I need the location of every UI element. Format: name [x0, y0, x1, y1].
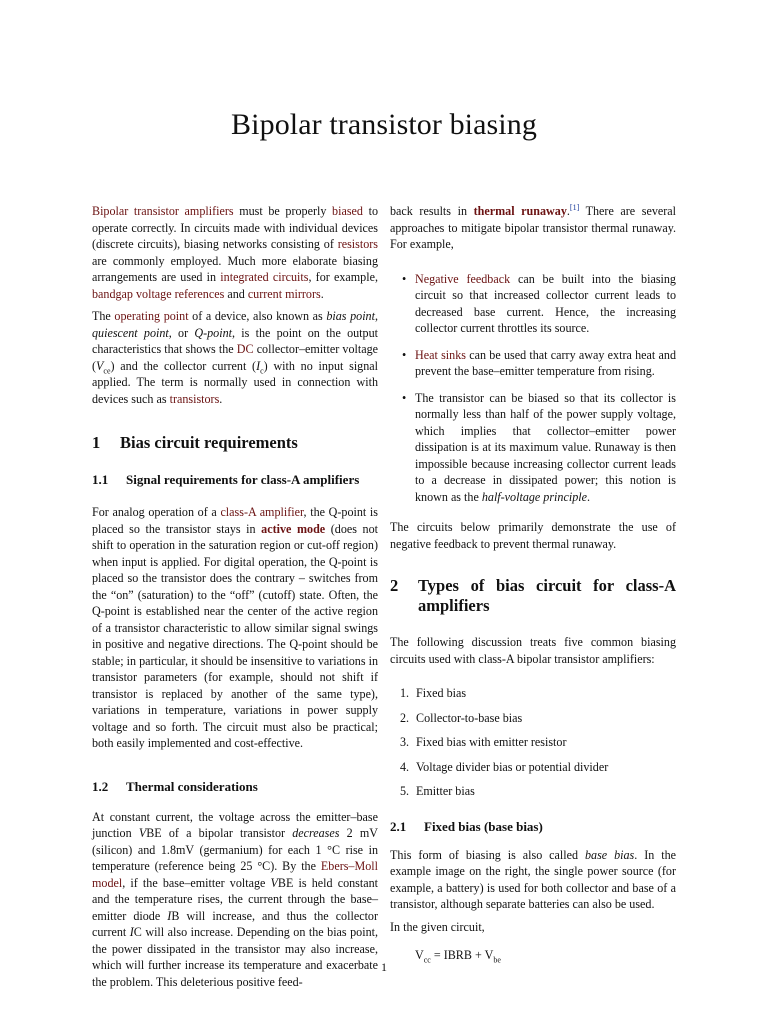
bias-types-list [390, 685, 676, 808]
list-item: 2. Collector-to-base bias [400, 710, 523, 725]
section-heading-types-of-bias-circuit: 2 Types of bias circuit for class-A amplifiers [390, 576, 676, 615]
list-item: 4. Voltage divider bias or potential divider [400, 759, 609, 774]
link-negative-feedback[interactable]: Negative feedback [415, 271, 511, 286]
link-bipolar-transistor-amplifiers[interactable]: Bipolar transistor amplifiers [92, 204, 234, 218]
bullet-icon: • [402, 347, 407, 362]
given-circuit-paragraph: In the given circuit, [390, 919, 485, 934]
page-title: Bipolar transistor biasing [231, 108, 537, 141]
bullet-icon: • [402, 390, 407, 405]
intro-paragraph: Bipolar transistor amplifiers must be properly biased to operate correctly. In circuits made with individual devices (discrete circuits), biasing networks consisting of resistors are commonly employed. Much more elaborate biasing arrangements are used in integrated circuits, for example, bandgap voltage references and current mirrors. [92, 204, 378, 301]
mitigation-list [390, 271, 676, 506]
link-operating-point[interactable]: operating point [114, 309, 189, 323]
link-ebers-moll-model[interactable]: Ebers–Moll model [92, 859, 378, 890]
subsection-heading-signal-requirements: 1.1 Signal requirements for class-A amplifiers [92, 472, 360, 487]
link-heat-sinks[interactable]: Heat sinks [415, 347, 466, 362]
link-dc[interactable]: DC [236, 342, 254, 356]
list-item: 3. Fixed bias with emitter resistor [400, 735, 567, 749]
list-item: 1. Fixed bias [400, 686, 467, 700]
subsection-heading-thermal-considerations: 1.2 Thermal considerations [92, 778, 258, 794]
link-current-mirrors[interactable]: current mirrors [247, 286, 321, 301]
fixed-bias-paragraph: This form of biasing is also called base bias. In the example image on the right, the single power source (for example, a battery) is used for both collector and base of a transistor, although separate batteries can also be used. [390, 847, 676, 911]
link-bandgap-voltage-references[interactable]: bandgap voltage references [92, 286, 225, 301]
signal-requirements-paragraph: For analog operation of a class-A amplifier, the Q-point is placed so the transistor stays in active mode (does not shift to operation in the saturation region or cut-off region) when input is applied. For digital operation, the Q-point is placed so the transistor does the contrary – switches from the “on” (saturation) to the “off” (cutoff) state. Often, the Q-point is established near the center of the active region of a transistor characteristic to allow similar signal swings in positive and negative directions. The Q-point should be stable; in particular, it should be insensitive to variations in transistor parameters (for example, should not shift if transistor is replaced by another of the same type), variations in temperature, variations in power supply voltage and so forth. The circuit must also be practical; both easily implemented and cost-effective. [92, 505, 378, 750]
list-item: 5. Emitter bias [400, 784, 475, 798]
list-item: • The transistor can be biased so that its collector is normally less than half of the power supply voltage, which implies that collector–emitter power dissipation is at its maximum value. Runaway is then impossible because increasing collector current leads to a decrease in dissipated power; this notion is known as the half-voltage principle. [402, 390, 676, 504]
link-class-a-amplifier[interactable]: class-A amplifier [220, 505, 304, 519]
thermal-runaway-paragraph: back results in thermal runaway.[1] There are several approaches to mitigate bipolar transistor thermal runaway. For example, [390, 202, 677, 251]
operating-point-paragraph: The operating point of a device, also known as bias point, quiescent point, or Q-point, is the point on the output characteristics that shows the DC collector–emitter voltage $(V_{ce})$ and the collector current $(I_c)$ with no input signal applied. The term is normally used in connection with devices such as transistors. [92, 309, 378, 406]
thermal-considerations-paragraph: At constant current, the voltage across the emitter–base junction VBE of a bipolar transistor decreases 2 mV (silicon) and 1.8mV (germanium) for each 1 °C rise in temperature (reference being 25 °C). By the Ebers–Moll model, if the base–emitter voltage VBE is held constant and the temperature rises, the current through the base–emitter diode IB will increase, and thus the collector current IC will also increase. Depending on the bias point, the power dissipated in the transistor may also increase, which will further increase its temperature and exacerbate the problem. This deleterious positive feed- [92, 809, 378, 989]
section-heading-bias-circuit-requirements: 1 Bias circuit requirements [92, 433, 298, 452]
left-column [92, 203, 378, 996]
fixed-bias-equation: $V_{cc}$ = IBRB + $V_{be}$ [415, 948, 501, 965]
link-thermal-runaway[interactable]: thermal runaway [473, 204, 567, 218]
link-biased[interactable]: biased [332, 204, 363, 218]
link-active-mode[interactable]: active mode [261, 521, 326, 536]
right-column [390, 203, 676, 964]
circuits-intro-paragraph: The circuits below primarily demonstrate the use of negative feedback to prevent thermal runaway. [390, 520, 676, 551]
list-item: • Negative feedback can be built into the biasing circuit so that increased collector current leads to decreased base current. Hence, the increasing collector current throttles its source. [402, 271, 676, 335]
subsection-heading-fixed-bias: 2.1 Fixed bias (base bias) [390, 818, 543, 834]
link-resistors[interactable]: resistors [337, 237, 378, 251]
list-item: • Heat sinks can be used that carry away extra heat and prevent the base–emitter temperature from rising. [402, 347, 676, 378]
types-intro-paragraph: The following discussion treats five common biasing circuits used with class-A bipolar transistor amplifiers: [390, 635, 676, 666]
page-number: 1 [381, 960, 387, 974]
link-integrated-circuits[interactable]: integrated circuits [220, 270, 309, 284]
bullet-icon: • [402, 271, 407, 286]
link-transistors[interactable]: transistors [169, 391, 220, 406]
citation-link[interactable]: [1] [569, 202, 580, 212]
